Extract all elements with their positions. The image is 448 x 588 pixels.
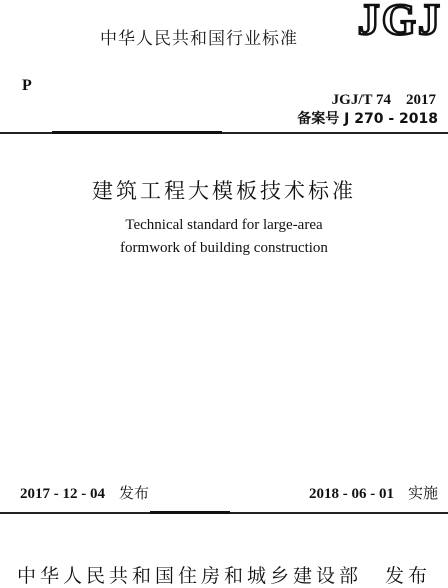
english-title-line-1: Technical standard for large-area: [125, 217, 323, 233]
industry-standard-header: 中华人民共和国行业标准: [100, 29, 298, 49]
publisher: 中华人民共和国住房和城乡建设部 发布: [16, 565, 431, 587]
document-title-english: [0, 214, 448, 260]
category-code: P: [22, 77, 32, 94]
record-number: 备案号 J 270 - 2018: [297, 111, 438, 127]
bottom-divider-accent: [150, 511, 230, 514]
implement-date: 2018 - 06 - 01: [308, 486, 394, 502]
document-title-chinese: 建筑工程大模板技术标准: [92, 179, 356, 203]
implement-date-block: [309, 482, 438, 503]
issue-label: 发布: [119, 484, 150, 502]
jgj-logo: JGJ: [357, 0, 442, 44]
top-divider-accent: [52, 131, 222, 134]
issue-date: 2017 - 12 - 04: [20, 486, 105, 502]
issue-date-block: [20, 482, 149, 503]
implement-label: 实施: [407, 484, 438, 502]
english-title-line-2: formwork of building construction: [120, 240, 328, 256]
standard-number: JGJ/T 74 2017: [331, 92, 436, 108]
